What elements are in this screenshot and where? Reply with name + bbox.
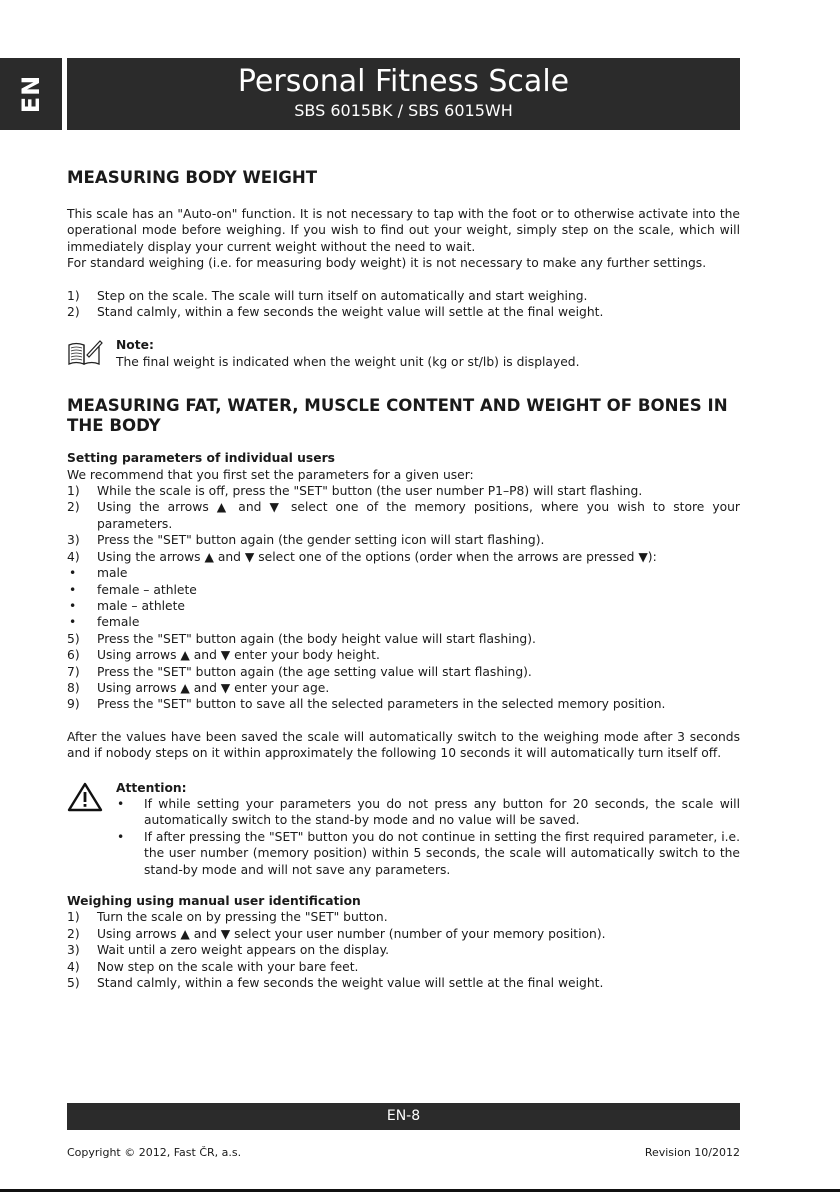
attention-title: Attention: bbox=[116, 780, 187, 795]
page-number: EN-8 bbox=[386, 1108, 421, 1124]
note-text: The final weight is indicated when the weight unit (kg or st/lb) is displayed. bbox=[116, 354, 580, 369]
list-item: • If after pressing the "SET" button you do not continue in setting the first required parameter, i.e. the user number (memory position) within 5 seconds, the scale will automatically switch to the stand-by mode and will not save any parameters. bbox=[116, 829, 740, 878]
list-item: 2) Using the arrows ▲ and ▼ select one of the memory positions, where you wish to store your parameters. bbox=[67, 500, 740, 531]
list-item: 1) Turn the scale on by pressing the "SET" button. bbox=[67, 910, 388, 925]
model-subtitle: SBS 6015BK / SBS 6015WH bbox=[294, 101, 513, 120]
list-item: 7) Press the "SET" button again (the age setting value will start flashing). bbox=[67, 664, 532, 679]
list-item: 5) Press the "SET" button again (the body height value will start flashing). bbox=[67, 631, 536, 646]
list-item: • female – athlete bbox=[67, 582, 740, 598]
list-item: 8) Using arrows ▲ and ▼ enter your age. bbox=[67, 680, 330, 695]
list-item: • If while setting your parameters you do not press any button for 20 seconds, the scale will automatically switch to the stand-by mode and no value will be saved. bbox=[116, 796, 740, 829]
list-item: 1) Step on the scale. The scale will turn itself on automatically and start weighing. bbox=[67, 288, 588, 303]
list-item: 1) While the scale is off, press the "SET" button (the user number P1–P8) will start flashing. bbox=[67, 484, 643, 499]
setting-steps-b bbox=[67, 631, 740, 713]
list-item: 2) Using arrows ▲ and ▼ select your user number (number of your memory position). bbox=[67, 926, 606, 941]
warning-icon bbox=[67, 782, 103, 816]
page-header bbox=[67, 58, 740, 130]
copyright-text: Copyright © 2012, Fast ČR, a.s. bbox=[67, 1146, 242, 1159]
section-heading-body-weight: MEASURING BODY WEIGHT bbox=[67, 168, 318, 187]
list-item: • male bbox=[67, 565, 740, 581]
main-content bbox=[67, 168, 740, 991]
list-item: 4) Now step on the scale with your bare feet. bbox=[67, 959, 359, 974]
language-tab bbox=[0, 58, 62, 130]
body-weight-steps bbox=[67, 288, 740, 321]
list-item: 3) Wait until a zero weight appears on the display. bbox=[67, 943, 390, 958]
list-item: 3) Press the "SET" button again (the gender setting icon will start flashing). bbox=[67, 533, 545, 548]
list-item: 6) Using arrows ▲ and ▼ enter your body height. bbox=[67, 648, 380, 663]
list-item: • female bbox=[67, 614, 740, 630]
setting-steps-a bbox=[67, 483, 740, 565]
attention-list bbox=[116, 796, 740, 878]
standard-weighing-paragraph: For standard weighing (i.e. for measuring body weight) it is not necessary to make any further settings. bbox=[67, 256, 707, 271]
list-item: 9) Press the "SET" button to save all the selected parameters in the selected memory position. bbox=[67, 697, 666, 712]
manual-weighing-steps bbox=[67, 909, 740, 991]
section-heading-body-composition: MEASURING FAT, WATER, MUSCLE CONTENT AND WEIGHT OF BONES IN THE BODY bbox=[67, 396, 728, 436]
revision-text: Revision 10/2012 bbox=[644, 1146, 740, 1159]
book-note-icon bbox=[67, 339, 103, 371]
list-item: • male – athlete bbox=[67, 598, 740, 614]
after-saving-paragraph: After the values have been saved the scale will automatically switch to the weighing mode after 3 seconds and if nobody steps on it within approximately the following 10 seconds it will automatically turn itself off. bbox=[67, 729, 740, 761]
subheading-setting-parameters: Setting parameters of individual users bbox=[67, 451, 335, 466]
auto-on-paragraph: This scale has an "Auto-on" function. It is not necessary to tap with the foot or to otherwise activate into the operational mode before weighing. If you wish to find out your weight, simply step on the scale, which will immediately display your current weight without the need to wait. bbox=[67, 207, 740, 254]
gender-options bbox=[67, 565, 740, 631]
list-item: 2) Stand calmly, within a few seconds the weight value will settle at the final weight. bbox=[67, 305, 604, 320]
attention-box bbox=[67, 780, 740, 878]
language-label: EN bbox=[17, 74, 45, 114]
list-item: 4) Using the arrows ▲ and ▼ select one of the options (order when the arrows are pressed ▼): bbox=[67, 549, 657, 564]
intro-paragraph: We recommend that you first set the parameters for a given user: bbox=[67, 467, 474, 482]
note-box bbox=[67, 337, 740, 370]
page-title: Personal Fitness Scale bbox=[237, 64, 570, 99]
note-title: Note: bbox=[116, 338, 154, 353]
list-item: 5) Stand calmly, within a few seconds the weight value will settle at the final weight. bbox=[67, 976, 604, 991]
page-number-bar bbox=[67, 1103, 740, 1130]
subheading-manual-identification: Weighing using manual user identification bbox=[67, 894, 361, 908]
